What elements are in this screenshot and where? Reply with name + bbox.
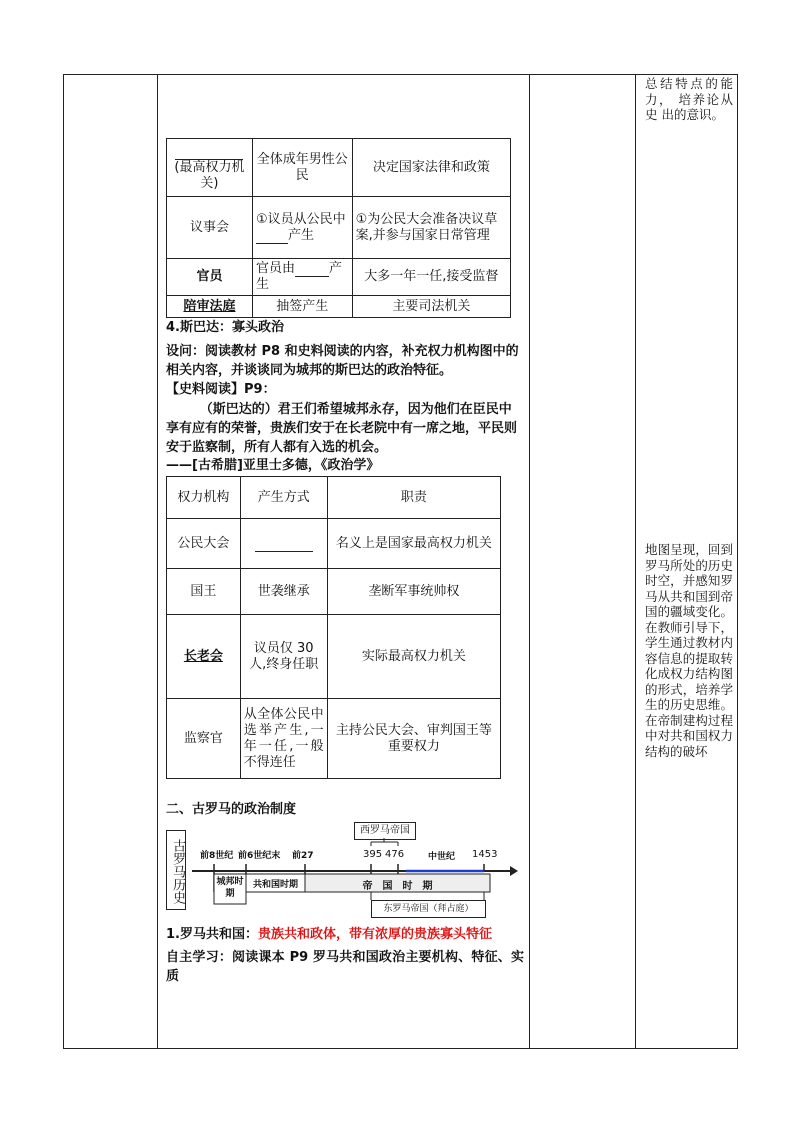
column-divider bbox=[635, 74, 636, 1049]
timeline-mark-label: 1453 bbox=[472, 849, 498, 860]
table-cell: ①议员从公民中产生 bbox=[252, 197, 352, 259]
self-study-text: 自主学习：阅读课本 P9 罗马共和国政治主要机构、特征、实质 bbox=[166, 950, 524, 984]
table-cell bbox=[240, 519, 327, 569]
table-cell: 名义上是国家最高权力机关 bbox=[327, 519, 500, 569]
table-row bbox=[167, 139, 511, 197]
table-cell: 世袭继承 bbox=[240, 569, 327, 615]
design-intent-note: 总结特点的能力， 培养论从史 出的意识。 bbox=[645, 76, 733, 122]
period-label: 帝 国 时 期 bbox=[362, 881, 433, 892]
west-rome-label: 西罗马帝国 bbox=[354, 822, 416, 840]
table-cell: 议员仅 30 人,终身任职 bbox=[240, 615, 327, 699]
source-citation: ——[古希腊]亚里士多德，《政治学》 bbox=[166, 458, 380, 473]
table-cell: (最高权力机关) bbox=[167, 139, 253, 197]
period-label: 共和国时期 bbox=[252, 880, 298, 890]
timeline-mark-label: 476 bbox=[385, 849, 405, 860]
table-cell: 实际最高权力机关 bbox=[327, 615, 500, 699]
table-row bbox=[167, 197, 511, 259]
timeline-mark-label: 前8世纪 bbox=[200, 851, 234, 861]
sparta-power-table bbox=[166, 476, 501, 779]
section-heading: 二、古罗马的政治制度 bbox=[166, 802, 297, 817]
table-cell: 官员由 产生 bbox=[252, 259, 352, 296]
table-row bbox=[167, 477, 501, 519]
table-row bbox=[167, 296, 511, 318]
timeline-side-label: 古罗马历史 bbox=[166, 830, 186, 910]
table-row bbox=[167, 569, 501, 615]
column-divider bbox=[157, 74, 158, 1049]
table-cell: 全体成年男性公民 bbox=[252, 139, 352, 197]
table-cell: 官员 bbox=[167, 259, 253, 296]
timeline-mark-label: 395 bbox=[363, 849, 383, 860]
fill-blank[interactable] bbox=[295, 266, 329, 277]
table-cell: 大多一年一任,接受监督 bbox=[352, 259, 510, 296]
rome-timeline bbox=[166, 820, 526, 920]
fill-blank[interactable] bbox=[256, 233, 288, 244]
table-cell: 公民大会 bbox=[167, 519, 241, 569]
source-quote: （斯巴达的）君王们希望城邦永存，因为他们在臣民中享有应有的荣誉，贵族们安于在长老院中有一席之地，平民则安于监察制，所有人都有入选的机会。 bbox=[166, 402, 518, 455]
table-header-cell: 产生方式 bbox=[240, 477, 327, 519]
table-cell: 陪审法庭 bbox=[167, 296, 253, 318]
design-intent-note: 地图呈现，回到罗马所处的历史时空，并感知罗马从共和国到帝国的疆域变化。在教师引导下，学生通过教材内容信息的提取转化成权力结构图的形式，培养学生的历史思维。在帝制建构过程中对共和国权力结构的破坏 bbox=[645, 542, 733, 759]
table-cell: 主持公民大会、审判国王等重要权力 bbox=[327, 699, 500, 779]
column-divider bbox=[529, 74, 530, 1049]
table-row bbox=[167, 519, 501, 569]
table-cell: 主要司法机关 bbox=[352, 296, 510, 318]
table-cell: 从全体公民中选举产生,一年一任,一般不得连任 bbox=[240, 699, 327, 779]
athens-power-table bbox=[166, 138, 511, 318]
table-cell: 垄断军事统帅权 bbox=[327, 569, 500, 615]
period-label: 城邦时期 bbox=[216, 877, 244, 899]
republic-line: 1.罗马共和国：贵族共和政体，带有浓厚的贵族寡头特征 bbox=[166, 927, 492, 942]
fill-blank[interactable] bbox=[255, 543, 313, 552]
fill-blank[interactable] bbox=[175, 151, 243, 160]
timeline-mark-label: 中世纪 bbox=[428, 852, 456, 862]
source-label: 【史料阅读】P9： bbox=[166, 382, 276, 397]
table-cell: 议事会 bbox=[167, 197, 253, 259]
table-cell: 决定国家法律和政策 bbox=[352, 139, 510, 197]
arrow-icon bbox=[510, 866, 518, 876]
question-text: 设问：阅读教材 P8 和史料阅读的内容，补充权力机构图中的相关内容，并谈谈同为城邦的斯巴达的政治特征。 bbox=[166, 344, 519, 378]
section-heading: 4.斯巴达：寡头政治 bbox=[166, 320, 284, 335]
timeline-mark-label: 前6世纪末 bbox=[238, 851, 281, 861]
table-row bbox=[167, 615, 501, 699]
table-row bbox=[167, 699, 501, 779]
table-header-cell: 权力机构 bbox=[167, 477, 241, 519]
east-rome-label: 东罗马帝国（拜占庭） bbox=[371, 900, 486, 918]
table-cell: ①为公民大会准备决议草案,并参与国家日常管理 bbox=[352, 197, 510, 259]
table-row bbox=[167, 259, 511, 296]
table-cell: 国王 bbox=[167, 569, 241, 615]
table-cell: 抽签产生 bbox=[252, 296, 352, 318]
table-cell: 长老会 bbox=[167, 615, 241, 699]
timeline-mark-label: 前27 bbox=[292, 851, 314, 861]
table-cell: 监察官 bbox=[167, 699, 241, 779]
table-header-cell: 职责 bbox=[327, 477, 500, 519]
